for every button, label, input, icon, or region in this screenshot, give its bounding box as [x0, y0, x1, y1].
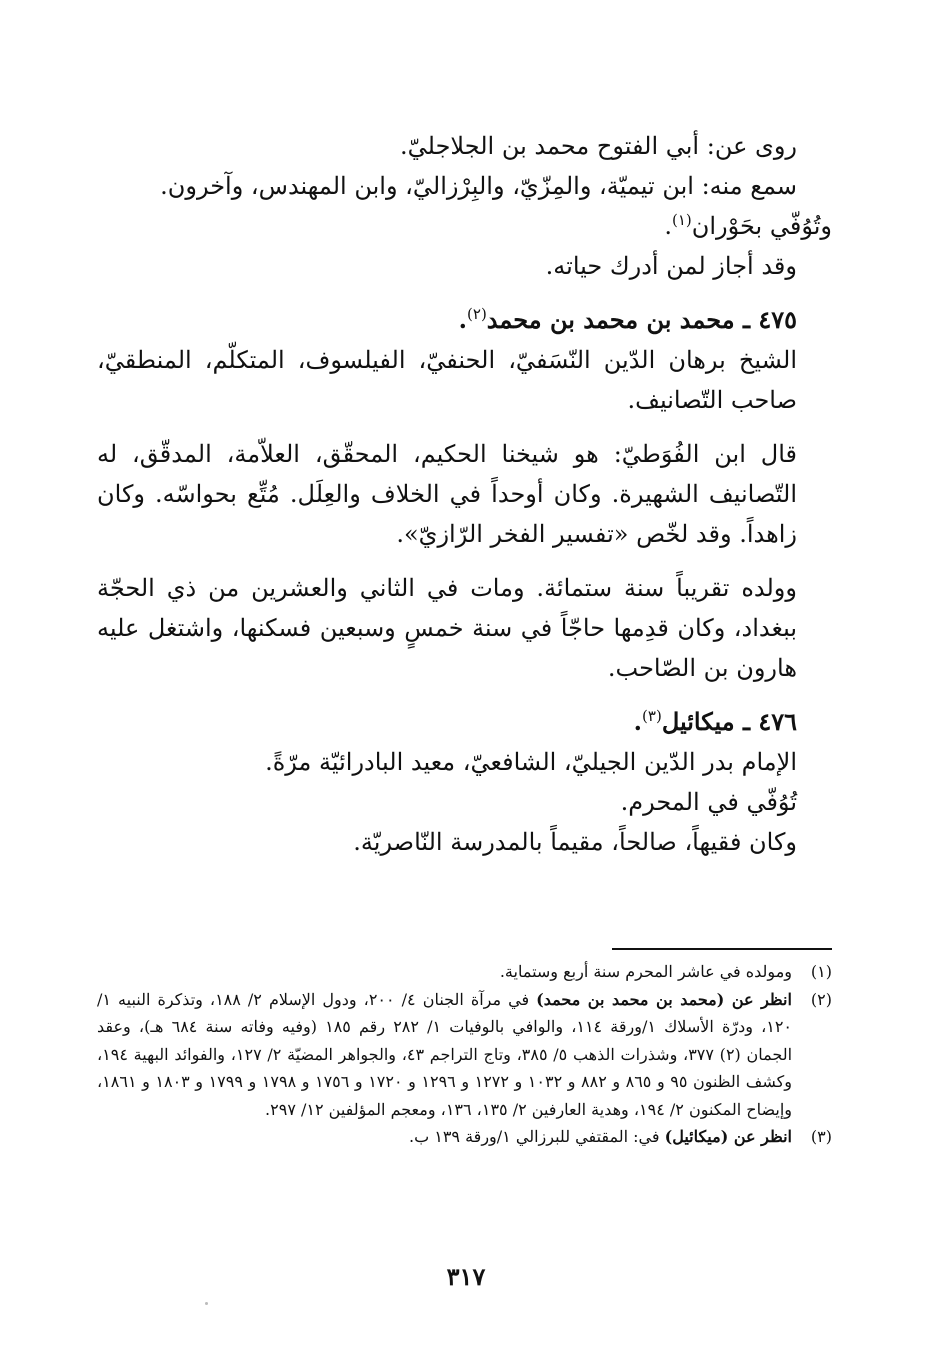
death-line-end: . [664, 212, 672, 240]
footnote-2-subject: انظر عن (محمد بن محمد بن محمد) [536, 989, 792, 1009]
main-text [97, 126, 832, 862]
heard-from-him-line: سمع منه: ابن تيميّة، والمِزّيّ، والبِرْزاليّ، وابن المهندس، وآخرون. [160, 172, 797, 200]
footnote-2-text: في مرآة الجنان ٤/ ٢٠٠، ودول الإسلام ٢/ ١٨٨، وتذكرة النبيه ١/ ١٢٠، ودرّة الأسلاك ١/ورقة ١١٤، والوافي بالوفيات ١/ ٢٨٢ رقم ١٨٥ (وفيه وفاته سنة ٦٨٤ هـ)، وعقد الجمان (٢) ٣٧٧، وشذرات الذهب ٥/ ٣٨٥، وتاج التراجم ٤٣، والجواهر المضيّة ٢/ ١٢٧، والفوائد البهية ١٩٤، وكشف الظنون ٩٥ و ٨٦٥ و ٨٨٢ و ١٠٣٢ و ١٢٧٢ و ١٢٩٦ و ١٧٢٠ و ١٧٥٦ و ١٧٩٨ و ١٧٩٩ و ١٨٠٣ و ١٨٦١، وإيضاح المكنون ٢/ ١٩٤، وهدية العارفين ٢/ ١٣٥، ١٣٦، ومعجم المؤلفين ١٢/ ٢٩٧. [97, 989, 793, 1119]
entry-476-name: ميكائيل [661, 707, 735, 736]
death-line-text: وتُوُفّي بحَوْران [691, 212, 832, 240]
narrated-from-line: روى عن: أبي الفتوح محمد بن الجلاجليّ. [400, 132, 797, 160]
entry-476-death: تُوُفّي في المحرم. [620, 788, 797, 816]
footnote-3-body [97, 1123, 792, 1151]
entry-476-note: وكان فقيهاً، صالحاً، مقيماً بالمدرسة النّاصريّة. [353, 828, 797, 856]
entry-476-heading [97, 702, 832, 742]
scan-speck [205, 1302, 208, 1305]
footnote-3-subject: انظر عن (ميكائيل) [664, 1127, 792, 1146]
entry-475-name: محمد بن محمد بن محمد [486, 305, 735, 334]
entry-476-number: ٤٧٦ ـ [742, 707, 797, 736]
entry-476-end: . [633, 707, 643, 736]
footnote-1-text: ومولده في عاشر المحرم سنة أربع وستماية. [499, 962, 792, 981]
footnote-1 [97, 958, 832, 986]
footnote-1-number: (١) [810, 962, 832, 981]
footnote-3-number: (٣) [810, 1127, 832, 1146]
entry-475-birth-death: وولده تقريباً سنة ستمائة. ومات في الثاني والعشرين من ذي الحجّة ببغداد، وكان قدِمها حاجّاً في سنة خمسٍ وسبعين فسكنها، واشتغل عليه هارون بن الصّاحب. [97, 574, 797, 682]
entry-475-end: . [458, 305, 468, 334]
footnote-2-number: (٢) [810, 989, 832, 1009]
footnote-3 [97, 1123, 832, 1151]
footnote-ref-3[interactable]: (٣) [642, 707, 662, 725]
death-line [97, 206, 832, 246]
footnote-divider [612, 948, 832, 950]
footnote-ref-2[interactable]: (٢) [467, 305, 487, 323]
footnote-ref-1[interactable]: (١) [671, 211, 692, 229]
footnote-2-body [97, 986, 792, 1124]
footnotes [97, 958, 832, 1151]
license-line: وقد أجاز لمن أدرك حياته. [545, 252, 797, 280]
entry-475-heading [97, 300, 832, 340]
footnote-2 [97, 986, 832, 1124]
entry-476-description: الإمام بدر الدّين الجيليّ، الشافعيّ، معيد البادرائيّة مرّةً. [265, 748, 797, 776]
page-number: ٣١٧ [446, 1262, 486, 1291]
entry-475-number: ٤٧٥ ـ [742, 305, 797, 334]
entry-475-description: الشيخ برهان الدّين النّسَفيّ، الحنفيّ، الفيلسوف، المتكلّم، المنطقيّ، صاحب التّصانيف. [97, 346, 797, 414]
footnote-3-text: في: المقتفي للبرزالي ١/ورقة ١٣٩ ب. [409, 1127, 660, 1146]
entry-475-quote: قال ابن الفُوَطيّ: هو شيخنا الحكيم، المحقّق، العلاّمة، المدقّق، له التّصانيف الشهيرة. وكان أوحداً في الخلاف والعِلَل. مُتِّع بحواسّه. وكان زاهداً. وقد لخّص «تفسير الفخر الرّازيّ». [97, 440, 797, 548]
